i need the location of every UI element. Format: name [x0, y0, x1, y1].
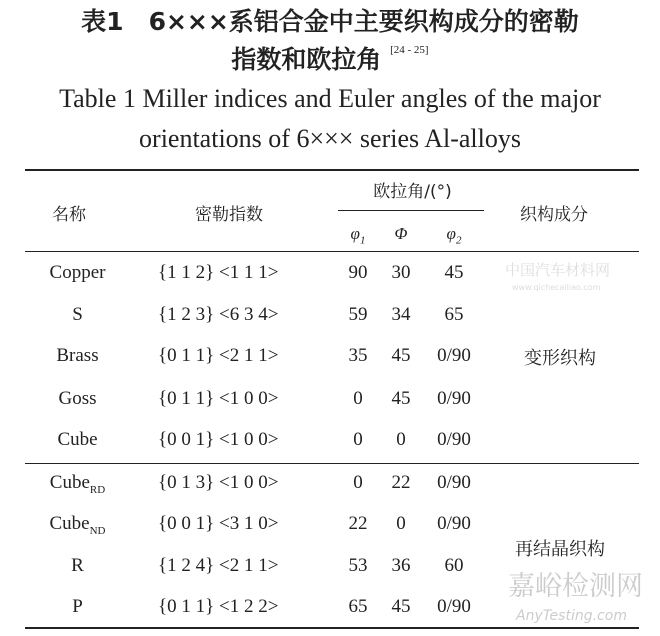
- top-rule: [25, 169, 639, 171]
- header-miller: 密勒指数: [195, 205, 263, 225]
- row-phi1: 0: [353, 429, 363, 450]
- header-phi2: [426, 224, 482, 246]
- row-phi1: 0: [353, 388, 363, 409]
- row-phi1: 90: [348, 262, 368, 283]
- row-phi2: 65: [444, 304, 464, 325]
- watermark-center: 中国汽车材料网: [505, 261, 611, 279]
- row-miller: {1 2 3} <6 3 4>: [158, 304, 279, 325]
- row-Phi: 0: [396, 429, 406, 450]
- table-title-cn-line2: [0, 40, 660, 76]
- row-name: [20, 472, 135, 496]
- row-name: [20, 304, 135, 328]
- name-text: Cube: [49, 513, 90, 534]
- name-subscript: RD: [89, 483, 106, 496]
- row-Phi: 0: [396, 513, 406, 534]
- row-miller: {0 1 1} <2 1 1>: [158, 345, 279, 366]
- table-title-en-line2: orientations of 6××× series Al-alloys: [139, 124, 521, 153]
- header-component: 织构成分: [520, 205, 588, 225]
- header-euler: 欧拉角/(°): [373, 182, 452, 202]
- row-phi1: 65: [348, 596, 368, 617]
- row-name: [20, 388, 135, 412]
- row-phi2: 45: [444, 262, 464, 283]
- row-miller: {0 0 1} <1 0 0>: [158, 429, 279, 450]
- name-text: S: [72, 304, 83, 325]
- phi1-sub: 1: [359, 234, 366, 247]
- name-text: R: [71, 555, 84, 576]
- row-Phi: 45: [391, 388, 411, 409]
- phi2-sub: 2: [455, 234, 462, 247]
- name-text: Cube: [49, 472, 90, 493]
- row-name: [20, 555, 135, 579]
- name-text: Brass: [56, 345, 99, 366]
- row-phi1: 0: [353, 472, 363, 493]
- row-miller: {0 0 1} <3 1 0>: [158, 513, 279, 534]
- row-name: [20, 345, 135, 369]
- row-phi2: 0/90: [437, 596, 471, 617]
- name-text: P: [72, 596, 83, 617]
- row-Phi: 36: [391, 555, 411, 576]
- header-Phi: Φ: [394, 224, 408, 243]
- phi1-symbol: φ: [350, 224, 360, 243]
- row-Phi: 30: [391, 262, 411, 283]
- group-rule: [25, 463, 639, 464]
- row-name: [20, 513, 135, 537]
- name-text: Cube: [57, 429, 98, 450]
- phi2-symbol: φ: [446, 224, 456, 243]
- header-phi1: [335, 224, 381, 246]
- table-title-en: Table 1 Miller indices and Euler angles of the major: [59, 84, 601, 113]
- row-phi1: 59: [348, 304, 368, 325]
- row-Phi: 22: [391, 472, 411, 493]
- watermark-corner-url: AnyTesting.com: [516, 608, 627, 624]
- row-phi2: 60: [444, 555, 464, 576]
- row-phi2: 0/90: [437, 388, 471, 409]
- row-Phi: 45: [391, 596, 411, 617]
- row-phi1: 35: [348, 345, 368, 366]
- row-name: [20, 596, 135, 620]
- row-phi2: 0/90: [437, 429, 471, 450]
- name-text: Copper: [49, 262, 106, 283]
- row-miller: {1 1 2} <1 1 1>: [158, 262, 279, 283]
- row-name: [20, 429, 135, 453]
- group-recrystallization: 再结晶织构: [515, 539, 605, 560]
- row-phi1: 53: [348, 555, 368, 576]
- watermark-corner: 嘉峪检测网: [508, 571, 643, 602]
- row-Phi: 34: [391, 304, 411, 325]
- watermark-center-url: www.qichecailiao.com: [512, 283, 601, 292]
- row-name: [20, 262, 135, 286]
- row-phi2: 0/90: [437, 513, 471, 534]
- row-phi1: 22: [348, 513, 368, 534]
- bottom-rule: [25, 627, 639, 629]
- reference: [24 - 25]: [390, 44, 429, 56]
- euler-underline: [338, 210, 484, 211]
- row-miller: {1 2 4} <2 1 1>: [158, 555, 279, 576]
- table-title-cn: 表1 6×××系铝合金中主要织构成分的密勒: [81, 7, 579, 36]
- row-phi2: 0/90: [437, 345, 471, 366]
- header-rule: [25, 251, 639, 252]
- title-text: 指数和欧拉角: [231, 45, 382, 74]
- row-Phi: 45: [391, 345, 411, 366]
- row-miller: {0 1 1} <1 0 0>: [158, 388, 279, 409]
- group-deformation: 变形织构: [524, 348, 596, 369]
- row-miller: {0 1 1} <1 2 2>: [158, 596, 279, 617]
- name-subscript: ND: [89, 524, 106, 537]
- header-name: 名称: [52, 205, 86, 225]
- row-miller: {0 1 3} <1 0 0>: [158, 472, 279, 493]
- name-text: Goss: [58, 388, 97, 409]
- row-phi2: 0/90: [437, 472, 471, 493]
